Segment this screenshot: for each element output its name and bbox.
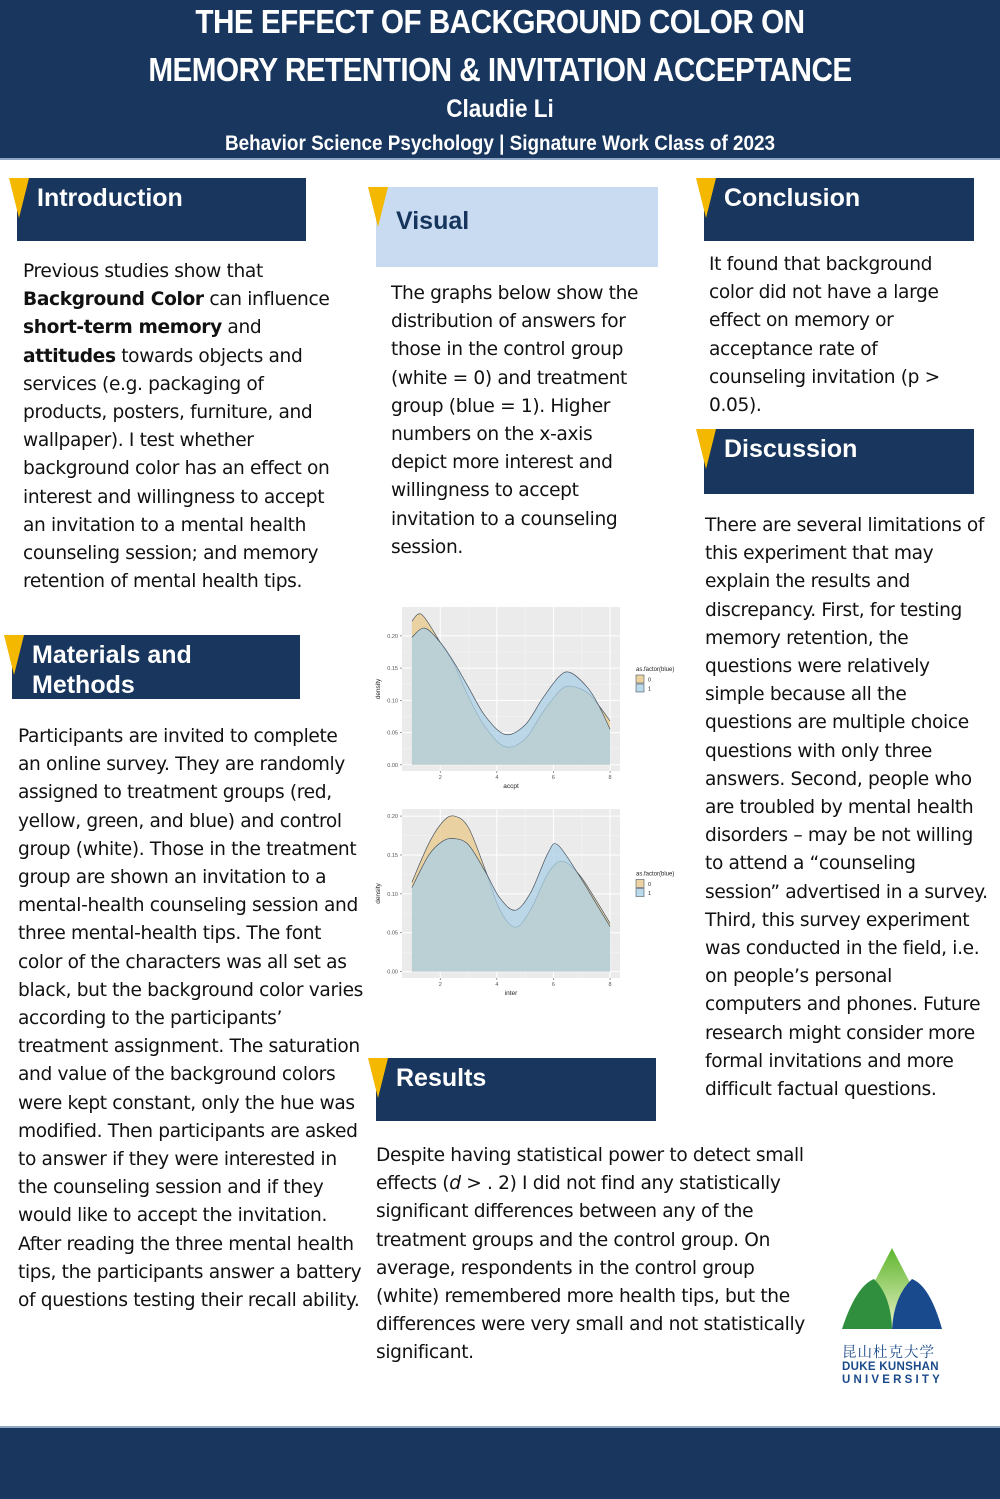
emphasis-short-term-memory: short-term memory — [23, 317, 222, 339]
accent-triangle-icon — [696, 178, 716, 218]
y-tick-label: 0.20 — [387, 814, 398, 821]
materials-methods-text: Participants are invited to complete an online survey. They are randomly assigned to treatment groups (red, yellow, green, and blue) and control group (white). Those in the treatment group are shown an invitation to a mental-health counseling session and three mental-health tips. The font color of the characters was all set as black, but the background color varies according to the participants’ treatment assignment. The saturation and value of the background colors were kept constant, only the hue was modified. Then participants are asked to answer if they were interested in the counseling session and if they would like to accept the invitation. After reading the three mental health tips, the participants answer a battery of questions testing their recall ability. — [18, 726, 364, 1312]
logo-chinese-name: 昆山杜克大学 — [842, 1345, 935, 1361]
logo-english-line1: DUKE KUNSHAN — [842, 1361, 939, 1373]
logo-english-line2: UNIVERSITY — [842, 1374, 944, 1386]
legend-swatch-0 — [636, 675, 644, 683]
y-tick-label: 0.15 — [387, 666, 398, 673]
accent-triangle-icon — [9, 178, 29, 218]
legend-label-1: 1 — [648, 686, 652, 693]
accent-triangle-icon — [696, 429, 716, 469]
conclusion-text: It found that background color did not have a large effect on memory or acceptance rate of counseling invitation (p > 0.05). — [709, 254, 940, 417]
y-tick-label: 0.00 — [387, 762, 398, 769]
accent-triangle-icon — [368, 187, 388, 227]
y-tick-label: 0.10 — [387, 891, 398, 898]
poster-footer — [0, 1426, 1000, 1499]
y-tick-label: 0.10 — [387, 698, 398, 705]
legend-label-1: 1 — [648, 891, 652, 897]
affiliation: Behavior Science Psychology | Signature Work Class of 2023 — [224, 132, 776, 155]
results-text: Despite having statistical power to detect small effects (d > . 2) I did not find any statistically significant differences between any of the treatment groups and the control group. On average, respondents in the control group (white) remembered more health tips, but the differences were very small and not statistically significant. — [376, 1145, 805, 1364]
x-tick-label: 6 — [551, 982, 555, 988]
x-tick-label: 8 — [608, 775, 612, 781]
legend-swatch-1 — [636, 684, 644, 692]
y-tick-label: 0.20 — [387, 633, 398, 640]
legend-title: as.factor(blue) — [636, 871, 675, 878]
title-line-2: MEMORY RETENTION & INVITATION ACCEPTANCE — [148, 51, 852, 88]
visual-text: The graphs below show the distribution of answers for those in the control group (white = 0) and treatment group (blue = 1). Higher numbers on the x-axis depict more interest and willingness to accept invitation to a counseling session. — [391, 283, 639, 558]
emphasis-attitudes: attitudes — [23, 345, 116, 367]
title-line-1: THE EFFECT OF BACKGROUND COLOR ON — [195, 3, 805, 40]
y-tick-label: 0.00 — [387, 969, 398, 976]
introduction-heading: Introduction — [17, 178, 306, 241]
x-axis-label: accpt — [503, 783, 519, 790]
legend-swatch-0 — [636, 880, 644, 888]
author-name: Claudie Li — [446, 95, 554, 123]
materials-methods-heading: Materials and Methods — [12, 635, 300, 699]
y-axis-label: density — [375, 678, 382, 700]
emphasis-background-color: Background Color — [23, 289, 204, 311]
y-axis-label: density — [375, 883, 382, 904]
discussion-text: There are several limitations of this experiment that may explain the results and discrepancy. First, for testing memory retention, the questions were relatively simple because all the questions are multiple choice questions with only three answers. Second, people who are troubled by mental health disorders – may be not willing to attend a “counseling session” advertised in a survey. Third, this survey experiment was conducted in the field, i.e. on people’s personal computers and phones. Future research might consider more formal invitations and more difficult factual questions. — [705, 515, 988, 1101]
legend-label-0: 0 — [648, 882, 652, 888]
x-tick-label: 4 — [495, 775, 499, 781]
university-logo — [836, 1246, 948, 1386]
chart-accept-svg — [365, 603, 685, 793]
x-axis-label: inter — [504, 990, 518, 997]
poster-header — [0, 0, 1000, 160]
x-tick-label: 4 — [495, 982, 499, 988]
x-tick-label: 8 — [608, 982, 612, 988]
x-tick-label: 2 — [438, 775, 442, 781]
accent-triangle-icon — [4, 635, 24, 675]
mountain-logo-icon — [836, 1246, 948, 1341]
conclusion-heading: Conclusion — [704, 178, 974, 241]
results-heading: Results — [376, 1058, 656, 1121]
discussion-heading: Discussion — [704, 429, 974, 494]
accent-triangle-icon — [368, 1058, 388, 1098]
legend-label-0: 0 — [648, 677, 652, 684]
visual-heading: Visual — [376, 187, 658, 267]
y-tick-label: 0.05 — [387, 930, 398, 937]
y-tick-label: 0.05 — [387, 730, 398, 737]
density-chart-interest — [365, 805, 685, 1000]
density-chart-accept — [365, 603, 685, 793]
introduction-text: Previous studies show that Background Color can influence short-term memory and attitudes towards objects and services (e.g. packaging of products, posters, furniture, and wallpaper). I test whether background color has an effect on interest and willingness to accept an invitation to a mental health counseling session; and memory retention of mental health tips. — [23, 261, 330, 593]
x-tick-label: 2 — [438, 982, 442, 988]
y-tick-label: 0.15 — [387, 852, 398, 859]
legend-title: as.factor(blue) — [636, 667, 675, 673]
chart-interest-svg — [365, 805, 685, 1000]
legend-swatch-1 — [636, 889, 644, 897]
x-tick-label: 6 — [551, 775, 555, 781]
